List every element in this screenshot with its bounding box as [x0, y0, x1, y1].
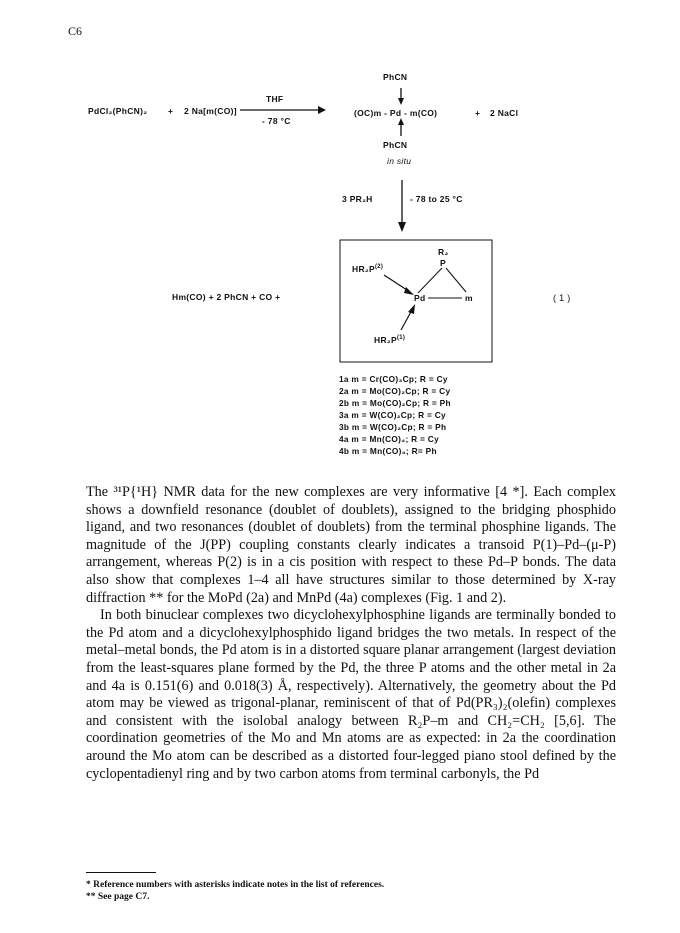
bond-p-m: [446, 268, 466, 292]
equation-number: ( 1 ): [553, 293, 571, 303]
plus-sign-2: +: [475, 108, 481, 118]
footnotes: [86, 879, 384, 903]
legend-item: 1a m = Cr(CO)₃Cp; R = Cy: [339, 374, 448, 384]
phcn-bottom: PhCN: [383, 140, 408, 150]
bridge-r2: R₂: [438, 247, 449, 257]
nacl-byproduct: 2 NaCl: [490, 108, 519, 118]
compound-legend: [339, 373, 451, 457]
footnote: ** See page C7.: [86, 892, 150, 902]
plus-sign: +: [168, 106, 174, 116]
legend-item: 3b m = W(CO)₂Cp; R = Ph: [339, 422, 447, 432]
phcn-top-arrowhead: [398, 98, 404, 105]
step-arrowhead: [398, 222, 406, 232]
byproducts: Hm(CO) + 2 PhCN + CO +: [172, 292, 281, 302]
legend-item: 4b m = Mn(CO)₄; R= Ph: [339, 446, 437, 456]
arrow-label-thf: THF: [266, 94, 284, 104]
phosphine-p1-label: HR₂P: [374, 335, 397, 345]
bond-pd-p: [418, 268, 442, 293]
p1-coord-arrowhead: [408, 304, 415, 314]
paragraph: The ³¹P{¹H} NMR data for the new complexes are very informative [4 *]. Each complex shows a downfield resonance (doublet of doublets), assigned to the bridging phosphido ligand, and two resonances (doublet of doublets) from the terminal phosphine ligands. The magnitude of the J(PP) coupling constants clearly indicates a transoid P(1)–Pd–(μ-P) arrangement, whereas P(2) is in a cis position with respect to these Pd–P bonds. The data also show that complexes 1–4 all have structures similar to those determined by X-ray diffraction ** for the MoPd (2a) and MnPd (4a) complexes (Fig. 1 and 2).: [86, 484, 616, 606]
page-number: C6: [68, 24, 83, 38]
reagent-pr2h: 3 PR₂H: [342, 194, 373, 204]
arrow-label-temp: - 78 °C: [262, 116, 291, 126]
intermediate-complex: (OC)m - Pd - m(CO): [354, 108, 438, 118]
paragraph: In both binuclear complexes two dicyclohexylphosphine ligands are terminally bonded to the Pd atom and a dicyclohexylphosphido ligand bridges the two metals. In respect of the metal–metal bonds, the Pd atom is in a distorted square planar arrangement (largest deviation from the least-squares plane formed by the Pd, the three P atoms and the other metal in 2a and 4a is 0.151(6) and 0.018(3) Å, respectively). Alternatively, the geometry about the Pd atom may be viewed as trigonal-planar, reminiscent of that of Pd(PR₃)₂(olefin) complexes and consistent with the isolobal analogy between R₂P–m and CH₂=CH₂ [5,6]. The coordination geometries of the Mo and Mn atoms are as expected: in 2a the coordination around the Mo atom can be described as a distorted four-legged piano stool defined by the cyclopentadienyl ring and by two carbon atoms from terminal carbonyls, the Pd: [86, 607, 616, 782]
legend-item: 2b m = Mo(CO)₂Cp; R = Ph: [339, 398, 451, 408]
phosphine-p1-index: (1): [396, 335, 406, 342]
footnote: * Reference numbers with asterisks indicate notes in the list of references.: [86, 880, 385, 890]
legend-item: 3a m = W(CO)₂Cp; R = Cy: [339, 410, 446, 420]
body-text: [86, 484, 616, 783]
phosphine-p2: [352, 264, 383, 274]
legend-item: 2a m = Mo(CO)₂Cp; R = Cy: [339, 386, 451, 396]
legend-item: 4a m = Mn(CO)₄; R = Cy: [339, 434, 439, 444]
metal-m: m: [465, 293, 473, 303]
footnote-divider: [86, 872, 156, 873]
p1-coord-line: [401, 310, 412, 330]
palladium-atom: Pd: [414, 293, 426, 303]
phosphine-p2-index: (2): [374, 264, 384, 271]
in-situ-label: in situ: [387, 156, 412, 166]
p2-coord-arrowhead: [404, 287, 414, 295]
phcn-bottom-arrowhead: [398, 118, 404, 125]
step-temperature: - 78 to 25 °C: [410, 194, 463, 204]
reaction-arrowhead: [318, 106, 326, 114]
reactant-na-m-co: 2 Na[m(CO)]: [184, 106, 237, 116]
bridge-p: P: [440, 258, 446, 268]
reactant-pdcl2: PdCl₂(PhCN)₂: [88, 106, 148, 116]
phcn-top: PhCN: [383, 72, 408, 82]
phosphine-p2-label: HR₂P: [352, 264, 375, 274]
phosphine-p1: [374, 335, 405, 345]
